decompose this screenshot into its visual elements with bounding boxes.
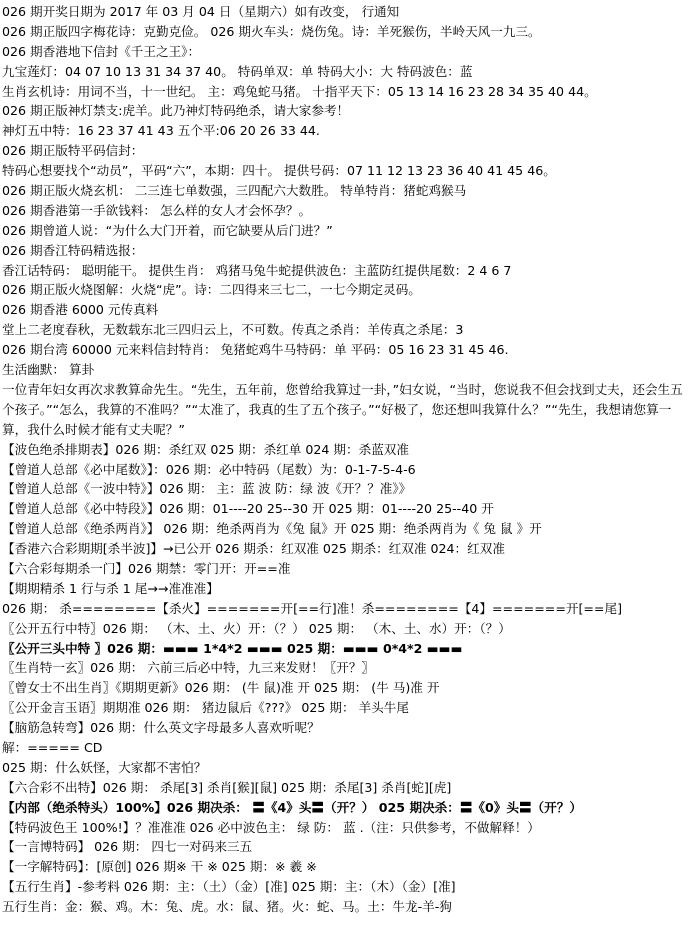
text-line: 025 期：什么妖怪，大家都不害怕？	[2, 759, 207, 775]
text-line: 【特码波色王 100%!】？准准准 026 必中波色主： 绿 防： 蓝 .（注：只供参考，不做解释！）	[2, 819, 540, 835]
text-line: 026 期正版神灯禁支:虎羊。此乃神灯特码绝杀，请大家参考！	[2, 103, 350, 119]
text-line: 026 期香港第一手欲钱料： 怎么样的女人才会怀孕？。	[2, 202, 312, 218]
text-line: 【曾道人总部《必中特段》】026 期：01----20 25--30 开 025 期：01----20 25--40 开	[2, 501, 494, 517]
text-line: 五行生肖：金：猴、鸡。木：兔、虎。水：鼠、猪。火：蛇、马。土：牛龙-羊-狗	[2, 899, 452, 915]
text-line: 堂上二老度春秋，无数载东北三四归云上，不可数。传真之杀肖：羊传真之杀尾：3	[2, 322, 464, 338]
text-line: 〖公开五行中特〗026 期： （木、土、火）开：（？） 025 期： （木、土、水）开：（？）	[2, 620, 511, 636]
text-line: 026 期正版四字梅花诗：克勤克俭。 026 期火车头：烧伤兔。诗：羊死猴伤，半岭天风一九三。	[2, 23, 541, 39]
prediction-block	[2, 440, 684, 917]
text-line: 026 期： 杀========【杀火】=======开[==行]准！杀========【4】=======开[==尾]	[2, 600, 622, 616]
text-line: 【波色绝杀排期表】026 期：杀红双 025 期：杀红单 024 期：杀蓝双准	[2, 441, 409, 457]
text-line: 026 期开奖日期为 2017 年 03 月 04 日（星期六）如有改变， 行通知	[2, 4, 400, 19]
text-line: 【期期精杀 1 行与杀 1 尾→→准准准】	[2, 580, 219, 596]
text-line: 解：===== CD	[2, 740, 103, 755]
text-line: 026 期台湾 60000 元来料信封特肖： 兔猪蛇鸡牛马特码：单 平码：05 16 23 31 45 46.	[2, 342, 509, 358]
text-line: 【脑筋急转弯】026 期：什么英文字母最多人喜欢听呢？	[2, 720, 320, 736]
text-line: 【五行生肖】-参考料 026 期：主：（土）（金）[准] 025 期：主：（木）（金）[准]	[2, 879, 456, 895]
text-line: 【六合彩不出特】026 期： 杀尾[3] 杀肖[猴][鼠] 025 期：杀尾[3] 杀肖[蛇][虎]	[2, 779, 452, 795]
text-line: 026 期正版火烧玄机： 二三连七单数强，三四配六大数胜。 特单特肖：猪蛇鸡猴马	[2, 183, 467, 199]
joke-story: 一位青年妇女再次求教算命先生。“先生，五年前，您曾给我算过一卦，”妇女说，“当时，您说我不但会找到丈夫，还会生五个孩子。”“怎么，我算的不准吗？”“太准了，我真的生了五个孩子。”“好极了，您还想叫我算什么？”“先生，我想请您算一算，我什么时候才能有丈夫呢？”	[2, 381, 683, 437]
text-line: 九宝莲灯：04 07 10 13 31 34 37 40。 特码单双：单 特码大小：大 特码波色：蓝	[2, 63, 473, 79]
text-line: 【一字解特码】：[原创] 026 期※ 干 ※ 025 期：※ 羲 ※	[2, 859, 317, 875]
text-line: 香江话特码： 聪明能干。 提供生肖： 鸡猪马兔牛蛇提供波色：主蓝防红提供尾数：2 4 6 7	[2, 262, 512, 278]
text-line: 【曾道人总部《绝杀两肖》】 026 期：绝杀两肖为《兔 鼠》开 025 期：绝杀两肖为《 兔 鼠 》开	[2, 521, 542, 537]
text-line: 〖生肖特一玄〗026 期： 六前三后必中特，九三来发财！〖开？〗	[2, 660, 375, 676]
text-line: 【曾道人总部《必中尾数》】：026 期：必中特码（尾数）为：0-1-7-5-4-6	[2, 461, 416, 477]
text-line: 〖公开三头中特 〗026 期：▬▬▬ 1*4*2 ▬▬▬ 025 期：▬▬▬ 0*4*2 ▬▬▬	[2, 640, 463, 656]
text-line: 026 期香港地下信封《千王之王》：	[2, 43, 201, 59]
header-block	[2, 2, 684, 380]
text-line: 【六合彩每期杀一门】026 期禁：零门开：开==准	[2, 560, 291, 576]
text-line: 生肖玄机诗：用词不当，十一世纪。 主：鸡兔蛇马猪。 十指平天下：05 13 14 16 23 28 34 35 40 44。	[2, 83, 597, 99]
text-line: 生活幽默： 算卦	[2, 362, 95, 378]
text-line: 026 期正版火烧图解：火烧“虎”。诗：二四得来三七二，一七今期定灵码。	[2, 282, 421, 298]
text-line: 特码心想要找个“动员”，平码“六”，本期：四十。 提供号码：07 11 12 13 23 36 40 41 45 46。	[2, 163, 556, 179]
text-line: 【香港六合彩期期[杀半波]】→已公开 026 期杀：红双准 025 期杀：红双准 024：红双准	[2, 541, 505, 557]
text-line: 026 期曾道人说：“为什么大门开着，而它缺要从后门进？”	[2, 222, 333, 238]
text-line: 【内部（绝杀特头）100%】026 期决杀： 〓《4》头〓（开？） 025 期决杀：〓《0》头〓（开？）	[2, 799, 582, 815]
text-line: 神灯五中特：16 23 37 41 43 五个平:06 20 26 33 44.	[2, 123, 320, 139]
text-line: 026 期香江特码精选报：	[2, 242, 144, 258]
text-line: 〖公开金言玉语〗期期准 026 期： 猪边鼠后《???》 025 期： 羊头牛尾	[2, 700, 409, 716]
text-line: 【一言博特码】 026 期： 四七一对码来三五	[2, 839, 253, 855]
text-line: 〖曾女士不出生肖〗《期期更新》026 期： (牛 鼠)准 开 025 期： (牛 马)准 开	[2, 680, 440, 696]
text-line: 026 期正版特平码信封：	[2, 143, 144, 159]
text-line: 026 期香港 6000 元传真料	[2, 302, 159, 318]
text-line: 【曾道人总部《一波中特》】026 期： 主：蓝 波 防：绿 波《开？？准》》	[2, 481, 412, 497]
